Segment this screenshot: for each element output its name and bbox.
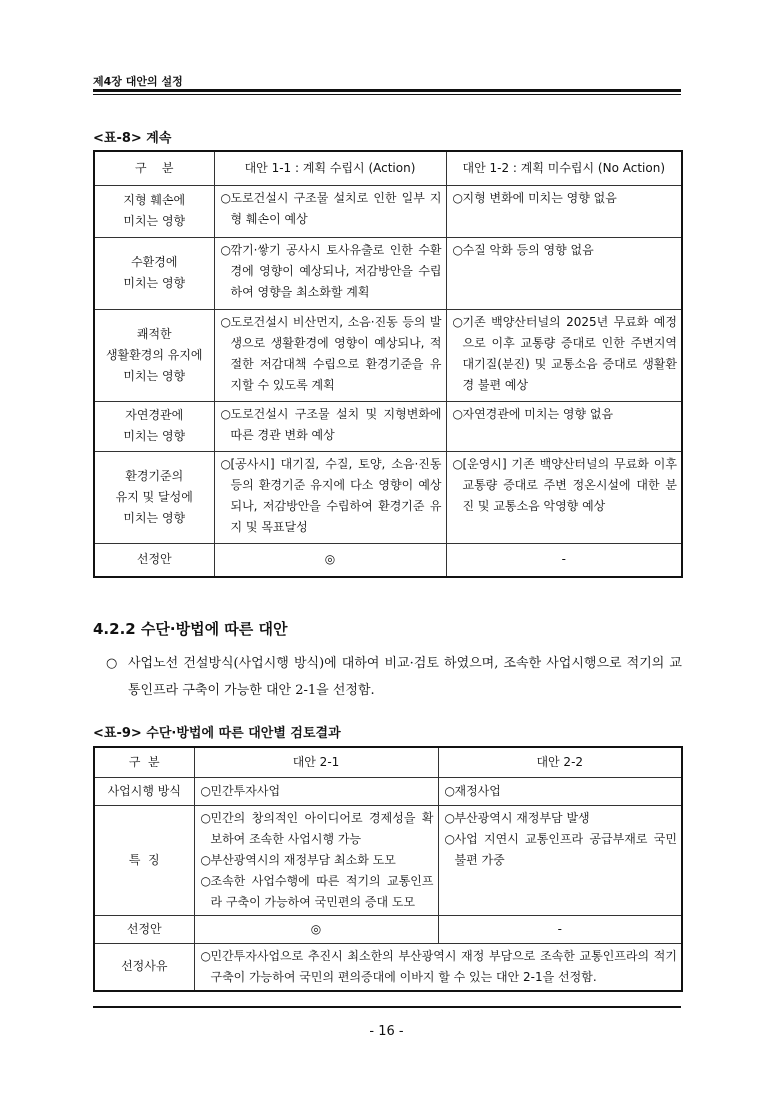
cell-a [214,401,446,451]
page-number: - 16 - [369,1024,404,1039]
cell-text: 지형 변화에 미치는 영향 없음 [462,190,617,205]
cell-text: 조속한 사업수행에 따른 적기의 교통인프라 구축이 가능하여 국민편의 증대 도모 [210,873,434,909]
cell-a [194,805,438,915]
row-category [94,451,214,543]
table-row [94,777,682,805]
chapter-header: 제4장 대안의 설정 [93,75,183,88]
reason-cell [194,943,682,991]
row-category: 사업시행 방식 [94,777,194,805]
table9-header-category: 구 분 [94,747,194,777]
cell-b [438,777,682,805]
category-line: 생활환경의 유지에 [105,347,203,362]
bullet-icon: ○ [452,314,463,329]
cell-a [214,185,446,237]
table8-caption: <표-8> 계속 [93,131,172,146]
cell-text: 도로건설시 구조물 설치 및 지형변화에 따른 경관 변화 예상 [230,406,442,442]
category-line: 쾌적한 [136,326,172,341]
cell-b [438,805,682,915]
cell-b [446,185,682,237]
table-row [94,451,682,543]
bullet-icon: ○ [444,783,455,798]
bullet-icon: ○ [452,406,463,421]
cell-b [446,451,682,543]
row-category [94,237,214,309]
bullet-icon: ○ [220,242,231,257]
cell-text: 기존 백양산터널의 2025년 무료화 예정으로 이후 교통량 증대로 인한 주변지역 대기질(분진) 및 교통소음 증대로 생활환경 불편 예상 [462,314,677,392]
selection-a: ◎ [194,915,438,943]
cell-text: 부산광역시 재정부담 발생 [454,810,590,825]
bullet-icon: ○ [200,852,211,867]
row-category [94,185,214,237]
bullet-icon: ○ [200,810,211,825]
reason-label: 선정사유 [94,943,194,991]
cell-a [214,237,446,309]
bullet-icon: ○ [106,656,118,671]
selection-label: 선정안 [94,543,214,577]
bullet-icon: ○ [452,456,463,471]
cell-b [446,401,682,451]
bullet-icon: ○ [220,314,231,329]
category-line: 유지 및 달성에 [115,489,193,504]
category-line: 미치는 영향 [123,368,186,383]
bullet-icon: ○ [444,810,455,825]
bullet-icon: ○ [452,190,463,205]
bullet-icon: ○ [220,456,231,471]
cell-text: 자연경관에 미치는 영향 없음 [462,406,614,421]
table8-header-b: 대안 1-2 : 계획 미수립시 (No Action) [446,151,682,185]
row-category [94,309,214,401]
category-line: 지형 훼손에 [123,193,186,207]
table-row [94,401,682,451]
reason-row [94,943,682,991]
table8-header-a: 대안 1-1 : 계획 수립시 (Action) [214,151,446,185]
selection-label: 선정안 [94,915,194,943]
table9-caption: <표-9> 수단·방법에 따른 대안별 검토결과 [93,726,341,741]
cell-text: 도로건설시 비산먼지, 소음·진동 등의 발생으로 생활환경에 영향이 예상되나, 적절한 저감대책 수립으로 환경기준을 유지할 수 있도록 계획 [230,314,442,392]
table9-header-b: 대안 2-2 [438,747,682,777]
table-row [94,309,682,401]
table-row [94,237,682,309]
cell-text: 민간의 창의적인 아이디어로 경제성을 확보하여 조속한 사업시행 가능 [210,810,434,846]
cell-b [446,309,682,401]
cell-text: [공사시] 대기질, 수질, 토양, 소음·진동 등의 환경기준 유지에 다소 영향이 예상되나, 저감방안을 수립하여 환경기준 유지 및 목표달성 [230,456,442,534]
cell-text: 수질 악화 등의 영향 없음 [462,242,594,257]
table9 [93,746,683,992]
cell-text: [운영시] 기존 백양산터널의 무료화 이후 교통량 증대로 주변 정온시설에 대한 분진 및 교통소음 악영향 예상 [462,456,677,513]
cell-a [214,451,446,543]
cell-text: 재정사업 [454,783,501,798]
category-line: 환경기준의 [125,468,184,483]
header-rule-thin [93,94,681,95]
bullet-icon: ○ [200,873,211,888]
category-line: 자연경관에 [125,408,184,422]
cell-a [214,309,446,401]
paragraph-text: 사업노선 건설방식(사업시행 방식)에 대하여 비교·검토 하였으며, 조속한 사업시행으로 적기의 교통인프라 구축이 가능한 대안 2-1을 선정함. [128,656,682,698]
cell-b [446,237,682,309]
bullet-icon: ○ [200,948,211,963]
category-line: 미치는 영향 [123,276,186,290]
cell-text: 도로건설시 구조물 설치로 인한 일부 지형 훼손이 예상 [230,190,442,226]
selection-row [94,915,682,943]
bullet-icon: ○ [220,406,231,421]
category-line: 미치는 영향 [123,510,186,525]
cell-text: 부산광역시의 재정부담 최소화 도모 [210,852,396,867]
header-rule [93,89,681,92]
bullet-icon: ○ [452,242,463,257]
table-row [94,185,682,237]
table9-header-a: 대안 2-1 [194,747,438,777]
table-row [94,805,682,915]
table8-header-row [94,151,682,185]
category-line: 미치는 영향 [123,429,186,443]
reason-text: 민간투자사업으로 추진시 최소한의 부산광역시 재정 부담으로 조속한 교통인프라의 적기 구축이 가능하여 국민의 편의증대에 이바지 할 수 있는 대안 2-1을 선정함. [210,948,677,984]
footer-rule [93,1006,681,1008]
cell-text: 민간투자사업 [210,783,281,798]
table9-header-row [94,747,682,777]
selection-row [94,543,682,577]
category-line: 수환경에 [131,255,178,269]
row-category: 특 징 [94,805,194,915]
bullet-icon: ○ [220,190,231,205]
table8 [93,150,683,578]
bullet-icon: ○ [200,783,211,798]
cell-a [194,777,438,805]
selection-b: - [438,915,682,943]
section-title: 4.2.2 수단·방법에 따른 대안 [93,620,288,638]
cell-text: 사업 지연시 교통인프라 공급부재로 국민 불편 가중 [454,831,677,867]
selection-a: ◎ [214,543,446,577]
table8-header-category: 구 분 [94,151,214,185]
category-line: 미치는 영향 [123,214,186,228]
bullet-icon: ○ [444,831,455,846]
section-paragraph [106,650,682,704]
row-category [94,401,214,451]
cell-text: 깎기·쌓기 공사시 토사유출로 인한 수환경에 영향이 예상되나, 저감방안을 수립하여 영향을 최소화할 계획 [230,242,442,299]
selection-b: - [446,543,682,577]
